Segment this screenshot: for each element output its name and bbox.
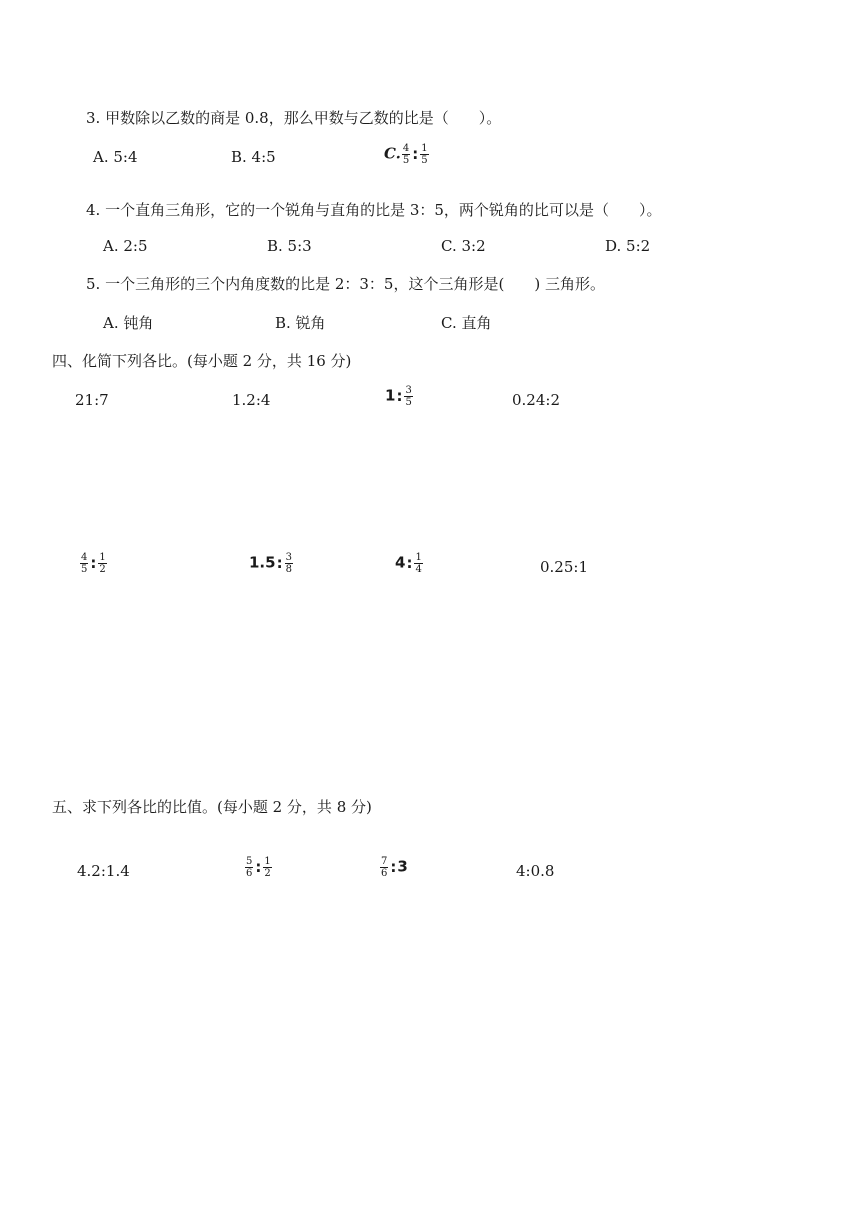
section-5-heading: 五、求下列各比的比值。(每小题 2 分，共 8 分) [52, 798, 372, 816]
simplify-item-2: 1.2:4 [232, 391, 271, 409]
ratio-value-item-2: $\frac{5}{6}$ : $\frac{1}{2}$ [246, 856, 271, 879]
ratio-lhs: 4 [395, 553, 406, 572]
question-4-option-b: B. 5:3 [267, 237, 312, 255]
denominator: 6 [246, 868, 253, 879]
question-5-option-c: C. 直角 [441, 314, 492, 332]
question-4-option-c: C. 3:2 [441, 237, 486, 255]
ratio-lhs: 1.5 [249, 553, 276, 572]
section-4-heading: 四、化简下列各比。(每小题 2 分，共 16 分) [52, 352, 352, 370]
ratio-value-item-4: 4:0.8 [516, 862, 555, 880]
numerator: 5 [246, 856, 253, 867]
fraction [402, 143, 410, 166]
question-4-option-d: D. 5:2 [605, 237, 651, 255]
numerator: 1 [415, 552, 422, 563]
fraction [404, 385, 412, 408]
fraction [380, 856, 388, 879]
numerator: 1 [421, 143, 428, 154]
fraction [98, 552, 106, 575]
simplify-item-6: 1.5: $\frac{3}{8}$ [249, 552, 292, 575]
question-5-option-a: A. 钝角 [103, 314, 154, 332]
numerator: 1 [264, 856, 271, 867]
numerator: 4 [81, 552, 88, 563]
denominator: 5 [402, 155, 410, 166]
question-4-text: 4. 一个直角三角形，它的一个锐角与直角的比是 3：5，两个锐角的比可以是（ ）。 [86, 201, 662, 219]
denominator: 5 [421, 155, 428, 166]
question-5-text: 5. 一个三角形的三个内角度数的比是 2：3：5，这个三角形是( ) 三角形。 [86, 275, 605, 293]
fraction [245, 856, 253, 879]
denominator: 5 [405, 397, 412, 408]
question-3-text: 3. 甲数除以乙数的商是 0.8，那么甲数与乙数的比是（ ）。 [86, 109, 502, 127]
question-5-option-b: B. 锐角 [275, 314, 326, 332]
ratio-rhs: 3 [397, 857, 408, 876]
numerator: 1 [99, 552, 106, 563]
denominator: 5 [81, 564, 88, 575]
numerator: 7 [381, 856, 388, 867]
ratio-value-item-1: 4.2:1.4 [77, 862, 130, 880]
simplify-item-5: $\frac{4}{5}$ : $\frac{1}{2}$ [81, 552, 106, 575]
numerator: 3 [405, 385, 412, 396]
numerator: 4 [402, 143, 410, 154]
denominator: 4 [415, 564, 422, 575]
denominator: 8 [285, 564, 292, 575]
fraction [80, 552, 88, 575]
question-4-option-a: A. 2:5 [103, 237, 148, 255]
denominator: 6 [381, 868, 388, 879]
question-3-option-b: B. 4:5 [231, 148, 276, 166]
fraction [420, 143, 428, 166]
fraction [414, 552, 422, 575]
simplify-item-3: 1: $\frac{3}{5}$ [385, 385, 412, 408]
question-3-option-a: A. 5:4 [93, 148, 138, 166]
simplify-item-7: 4: $\frac{1}{4}$ [395, 552, 422, 575]
fraction [285, 552, 293, 575]
ratio-lhs: 1 [385, 386, 396, 405]
question-3-option-c: C. $\frac{4}{5}$ : $\frac{1}{5}$ [384, 143, 428, 166]
simplify-item-8: 0.25:1 [540, 558, 588, 576]
simplify-item-4: 0.24:2 [512, 391, 560, 409]
fraction [263, 856, 271, 879]
numerator: 3 [285, 552, 292, 563]
denominator: 2 [264, 868, 271, 879]
denominator: 2 [99, 564, 106, 575]
option-c-prefix: C. [384, 144, 401, 163]
simplify-item-1: 21:7 [75, 391, 109, 409]
ratio-value-item-3: $\frac{7}{6}$ :3 [381, 856, 408, 879]
